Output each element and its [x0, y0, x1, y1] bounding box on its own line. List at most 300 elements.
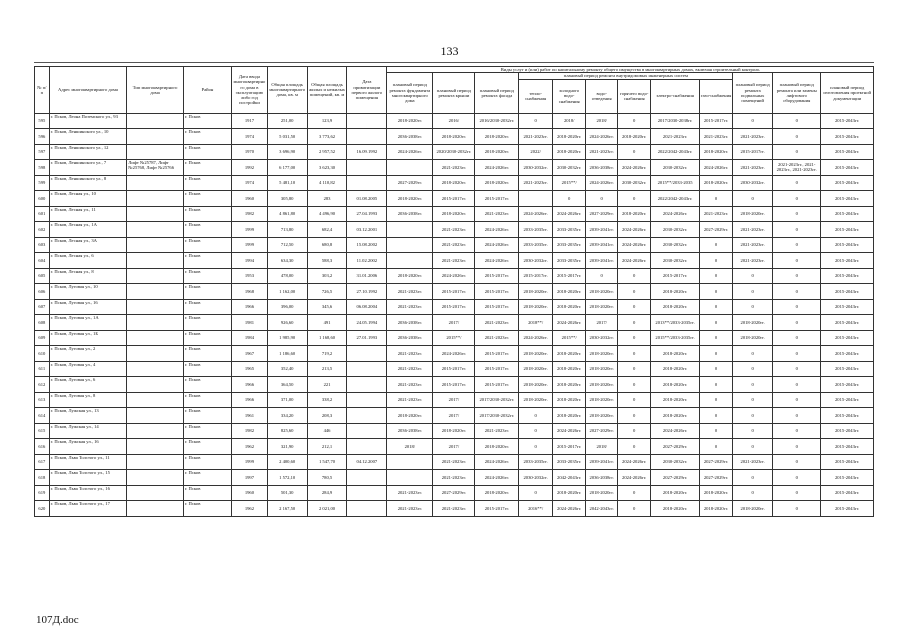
privatization-date-cell: 24.05.1994 — [347, 315, 387, 331]
row-number-cell: 599 — [35, 175, 50, 191]
living-area-cell: 2 957,52 — [307, 144, 347, 160]
roof-period-cell: 2021-2023гг. — [433, 222, 475, 238]
house-type-cell — [127, 485, 184, 501]
elevator-period-cell: 0 — [773, 113, 821, 129]
row-number-cell: 598 — [35, 160, 50, 176]
hot-water-period-cell: 0 — [617, 330, 651, 346]
roof-period-cell: 2020/2030-2032гг. — [433, 144, 475, 160]
district-cell: г. Псков — [183, 206, 231, 222]
elevator-period-cell: 0 — [773, 253, 821, 269]
house-type-cell — [127, 253, 184, 269]
gas-period-cell: 0 — [699, 361, 733, 377]
house-type-cell — [127, 299, 184, 315]
address-cell: г. Псков, Леона Поземского ул., 93 — [49, 113, 127, 129]
address-cell: г. Псков, Луговая ул., 1А — [49, 315, 127, 331]
table-row — [35, 361, 874, 377]
roof-period-cell: 2024-2026гг. — [433, 268, 475, 284]
electric-period-cell: 2018-2020гг. — [651, 408, 699, 424]
project-period-cell: 2015-2043гг. — [821, 253, 874, 269]
district-cell: г. Псков — [183, 315, 231, 331]
roof-period-cell: 2015-2017гг. — [433, 377, 475, 393]
electric-period-cell: 2027-2029гг. — [651, 439, 699, 455]
project-period-cell: 2015-2043гг. — [821, 222, 874, 238]
year-built-cell: 1966 — [232, 377, 268, 393]
sewer-period-cell: 0 — [586, 268, 617, 284]
roof-period-cell: 2021-2023гг. — [433, 237, 475, 253]
electric-period-cell: 2018-2020гг. — [651, 501, 699, 517]
basement-period-cell: 2015-2017гг. — [733, 144, 773, 160]
elevator-period-cell: 0 — [773, 268, 821, 284]
heating-period-cell: 2022/ — [519, 144, 553, 160]
basement-period-cell: 2021-2023гг. — [733, 222, 773, 238]
electric-period-cell: 2030-2032гг. — [651, 160, 699, 176]
project-period-cell: 2015-2043гг. — [821, 377, 874, 393]
house-type-cell — [127, 129, 184, 145]
roof-period-cell: 2024-2026гг. — [433, 346, 475, 362]
elevator-period-cell: 0 — [773, 284, 821, 300]
project-period-cell: 2015-2043гг. — [821, 268, 874, 284]
foundation-period-cell: 2018-2020гг. — [387, 191, 433, 207]
house-type-cell — [127, 284, 184, 300]
cold-water-period-cell: 2024-2026гг. — [552, 206, 586, 222]
elevator-period-cell: 0 — [773, 315, 821, 331]
gas-period-cell: 2018-2020гг. — [699, 175, 733, 191]
basement-period-cell: 0 — [733, 377, 773, 393]
table-row — [35, 330, 874, 346]
elevator-period-cell: 0 — [773, 222, 821, 238]
basement-period-cell: 0 — [733, 346, 773, 362]
house-type-cell — [127, 423, 184, 439]
total-area-cell: 371,00 — [267, 392, 307, 408]
table-row — [35, 315, 874, 331]
district-cell: г. Псков — [183, 346, 231, 362]
heating-period-cell: 2033-2035гг. — [519, 222, 553, 238]
district-cell: г. Псков — [183, 222, 231, 238]
elevator-period-cell: 0 — [773, 346, 821, 362]
sewer-period-cell: 2018-2020гг. — [586, 392, 617, 408]
facade-period-cell: 2015-2017гг. — [475, 268, 519, 284]
roof-period-cell: 2018-2020гг. — [433, 129, 475, 145]
privatization-date-cell — [347, 392, 387, 408]
privatization-date-cell: 27.01.1993 — [347, 330, 387, 346]
year-built-cell: 1974 — [232, 129, 268, 145]
privatization-date-cell — [347, 113, 387, 129]
col-total-area-header: Общая площадь многоквартирного дома, кв. м — [267, 67, 307, 114]
hot-water-period-cell: 0 — [617, 268, 651, 284]
foundation-period-cell — [387, 222, 433, 238]
district-cell: г. Псков — [183, 377, 231, 393]
basement-period-cell: 0 — [733, 423, 773, 439]
district-cell: г. Псков — [183, 454, 231, 470]
living-area-cell: 283 — [307, 191, 347, 207]
table-row — [35, 377, 874, 393]
privatization-date-cell — [347, 408, 387, 424]
privatization-date-cell — [347, 423, 387, 439]
project-period-cell: 2015-2043гг. — [821, 346, 874, 362]
sewer-period-cell: 2027-2029гг. — [586, 206, 617, 222]
col-facade-header: плановый период ремонта фасада — [475, 73, 519, 113]
living-area-cell: 491 — [307, 315, 347, 331]
elevator-period-cell: 0 — [773, 377, 821, 393]
hot-water-period-cell: 0 — [617, 361, 651, 377]
privatization-date-cell — [347, 129, 387, 145]
address-cell: г. Псков, Луговая ул., 10 — [49, 284, 127, 300]
hot-water-period-cell: 2024-2026гг. — [617, 222, 651, 238]
facade-period-cell: 2017/2030-2032гг. — [475, 408, 519, 424]
heating-period-cell: 2018-2020гг. — [519, 346, 553, 362]
electric-period-cell: 2024-2026гг. — [651, 206, 699, 222]
foundation-period-cell — [387, 470, 433, 486]
house-type-cell — [127, 222, 184, 238]
roof-period-cell: 2017/ — [433, 408, 475, 424]
address-cell: г. Псков, Луговая ул., 6 — [49, 377, 127, 393]
gas-period-cell: 0 — [699, 268, 733, 284]
facade-period-cell: 2017/2030-2032гг. — [475, 392, 519, 408]
privatization-date-cell: 27.10.1992 — [347, 284, 387, 300]
district-cell: г. Псков — [183, 284, 231, 300]
gas-period-cell: 0 — [699, 408, 733, 424]
year-built-cell: 1999 — [232, 454, 268, 470]
foundation-period-cell: 2036-2038гг. — [387, 330, 433, 346]
privatization-date-cell: 15.08.2002 — [347, 237, 387, 253]
cold-water-period-cell: 2018-2020гг. — [552, 284, 586, 300]
privatization-date-cell: 04.12.2007 — [347, 454, 387, 470]
address-cell: г. Псков, Леншинского ул., 12 — [49, 144, 127, 160]
facade-period-cell: 2015-2017гг. — [475, 501, 519, 517]
house-type-cell — [127, 206, 184, 222]
total-area-cell: 634,30 — [267, 253, 307, 269]
foundation-period-cell: 2024-2026гг. — [387, 144, 433, 160]
total-area-cell: 251,00 — [267, 113, 307, 129]
roof-period-cell: 2017/ — [433, 315, 475, 331]
privatization-date-cell: 31.01.2006 — [347, 268, 387, 284]
district-cell: г. Псков — [183, 361, 231, 377]
electric-period-cell: 2018-2020гг. — [651, 346, 699, 362]
foundation-period-cell: 2036-2038гг. — [387, 423, 433, 439]
gas-period-cell: 2021-2023гг. — [699, 206, 733, 222]
address-cell: г. Псков, Лесная ул., 3А — [49, 237, 127, 253]
house-type-cell — [127, 330, 184, 346]
project-period-cell: 2015-2043гг. — [821, 485, 874, 501]
district-cell: г. Псков — [183, 470, 231, 486]
hot-water-period-cell: 0 — [617, 377, 651, 393]
project-period-cell: 2015-2043гг. — [821, 175, 874, 191]
year-built-cell: 1953 — [232, 268, 268, 284]
heating-period-cell: 0 — [519, 113, 553, 129]
col-heat-header: тепло-снабжения — [519, 79, 553, 113]
living-area-cell: 221 — [307, 377, 347, 393]
elevator-period-cell: 0 — [773, 485, 821, 501]
hot-water-period-cell: 2024-2026гг. — [617, 160, 651, 176]
district-cell: г. Псков — [183, 237, 231, 253]
basement-period-cell: 0 — [733, 361, 773, 377]
house-type-cell — [127, 439, 184, 455]
hot-water-period-cell: 0 — [617, 144, 651, 160]
table-row — [35, 237, 874, 253]
address-cell: г. Псков, Лесная ул., 6 — [49, 253, 127, 269]
sewer-period-cell: 2039-2041гг. — [586, 222, 617, 238]
district-cell: г. Псков — [183, 408, 231, 424]
hot-water-period-cell: 0 — [617, 408, 651, 424]
heating-period-cell: 0 — [519, 423, 553, 439]
year-built-cell: 1970 — [232, 144, 268, 160]
col-house-type-header: Тип многоквартирного дома — [127, 67, 184, 114]
gas-period-cell: 2018-2020гг. — [699, 485, 733, 501]
heating-period-cell: 2024-2026гг. — [519, 330, 553, 346]
foundation-period-cell — [387, 454, 433, 470]
year-built-cell: 1965 — [232, 361, 268, 377]
total-area-cell: 1 572,10 — [267, 470, 307, 486]
row-number-cell: 619 — [35, 485, 50, 501]
year-built-cell: 1992 — [232, 160, 268, 176]
electric-period-cell: 2027-2029гг. — [651, 470, 699, 486]
living-area-cell: 303,2 — [307, 268, 347, 284]
project-period-cell: 2015-2043гг. — [821, 501, 874, 517]
total-area-cell: 364,50 — [267, 377, 307, 393]
hot-water-period-cell: 0 — [617, 315, 651, 331]
facade-period-cell: 2018-2020гг. — [475, 439, 519, 455]
year-built-cell: 1967 — [232, 346, 268, 362]
heating-period-cell: 2015-2017гг. — [519, 268, 553, 284]
roof-period-cell: 2018-2020гг. — [433, 175, 475, 191]
table-row — [35, 113, 874, 129]
elevator-period-cell: 0 — [773, 470, 821, 486]
foundation-period-cell — [387, 253, 433, 269]
electric-period-cell: 2030-2032гг. — [651, 454, 699, 470]
sewer-period-cell: 2024-2026гг. — [586, 129, 617, 145]
electric-period-cell: 2030-2032гг. — [651, 237, 699, 253]
project-period-cell: 2015-2043гг. — [821, 129, 874, 145]
gas-period-cell: 2015-2017гг. — [699, 113, 733, 129]
cold-water-period-cell: 2033-2035гг. — [552, 237, 586, 253]
row-number-cell: 606 — [35, 284, 50, 300]
gas-period-cell: 0 — [699, 377, 733, 393]
cold-water-period-cell: 2018-2020гг. — [552, 129, 586, 145]
table-row — [35, 392, 874, 408]
row-number-cell: 595 — [35, 113, 50, 129]
elevator-period-cell: 2021-2023гг., 2021-2023гг., 2021-2023гг. — [773, 160, 821, 176]
cold-water-period-cell: 2024-2026гг. — [552, 315, 586, 331]
foundation-period-cell: 2021-2023гг. — [387, 377, 433, 393]
district-cell: г. Псков — [183, 129, 231, 145]
electric-period-cell: 2018-2020гг. — [651, 284, 699, 300]
sewer-period-cell: 2018-2020гг. — [586, 346, 617, 362]
facade-period-cell: 2021-2023гг. — [475, 423, 519, 439]
address-cell: г. Псков, Луговая ул., 2 — [49, 346, 127, 362]
hot-water-period-cell: 2024-2026гг. — [617, 470, 651, 486]
facade-period-cell: 2016/2030-2032гг. — [475, 113, 519, 129]
living-area-cell: 123,9 — [307, 113, 347, 129]
district-cell: г. Псков — [183, 268, 231, 284]
foundation-period-cell: 2021-2023гг. — [387, 485, 433, 501]
cold-water-period-cell: 2018-2020гг. — [552, 361, 586, 377]
table-row — [35, 129, 874, 145]
total-area-cell: 713,80 — [267, 222, 307, 238]
basement-period-cell: 0 — [733, 408, 773, 424]
col-roof-header: плановый период ремонта крыши — [433, 73, 475, 113]
sewer-period-cell: 2042-2043гг. — [586, 501, 617, 517]
row-number-cell: 600 — [35, 191, 50, 207]
col-elevator-header: плановый период ремонта или замены лифтового оборудования — [773, 73, 821, 113]
facade-period-cell: 2024-2026гг. — [475, 470, 519, 486]
gas-period-cell: 0 — [699, 439, 733, 455]
hot-water-period-cell: 2018-2020гг. — [617, 129, 651, 145]
gas-period-cell: 0 — [699, 315, 733, 331]
gas-period-cell: 2024-2026гг. — [699, 160, 733, 176]
address-cell: г. Псков, Леншинского ул., 10 — [49, 129, 127, 145]
living-area-cell: 213,5 — [307, 361, 347, 377]
file-name-footer: 107Д.doc — [36, 614, 79, 626]
electric-period-cell: 2017/2030-2038гг. — [651, 113, 699, 129]
sewer-period-cell: 2018/ — [586, 113, 617, 129]
row-number-cell: 603 — [35, 237, 50, 253]
electric-period-cell: 2022/2042-2043гг. — [651, 191, 699, 207]
basement-period-cell: 2021-2023гг. — [733, 160, 773, 176]
address-cell: г. Псков, Луговая ул., 4 — [49, 361, 127, 377]
cold-water-period-cell: 2018-2020гг. — [552, 346, 586, 362]
facade-period-cell: 2024-2026гг. — [475, 222, 519, 238]
address-cell: г. Псков, Леншинского ул., 7 — [49, 160, 127, 176]
total-area-cell: 1 186,60 — [267, 346, 307, 362]
heating-period-cell: 0 — [519, 439, 553, 455]
living-area-cell: 4 496,90 — [307, 206, 347, 222]
house-type-cell — [127, 346, 184, 362]
col-gas-header: газо-снабжения — [699, 79, 733, 113]
basement-period-cell: 2021-2023гг. — [733, 237, 773, 253]
project-period-cell: 2015-2043гг. — [821, 206, 874, 222]
col-electric-header: электро-снабжения — [651, 79, 699, 113]
table-row — [35, 206, 874, 222]
cold-water-period-cell: 2018-2020гг. — [552, 144, 586, 160]
cold-water-period-cell: 2033-2035гг. — [552, 253, 586, 269]
basement-period-cell: 2018-2020гг. — [733, 501, 773, 517]
year-built-cell: 1999 — [232, 222, 268, 238]
hot-water-period-cell: 0 — [617, 423, 651, 439]
heating-period-cell: 2021-2023гг. — [519, 129, 553, 145]
foundation-period-cell: 2027-2029гг. — [387, 175, 433, 191]
project-period-cell: 2015-2043гг. — [821, 408, 874, 424]
facade-period-cell: 2018-2020гг. — [475, 485, 519, 501]
privatization-date-cell: 03.12.2001 — [347, 222, 387, 238]
district-cell: г. Псков — [183, 299, 231, 315]
total-area-cell: 334,20 — [267, 408, 307, 424]
gas-period-cell: 0 — [699, 299, 733, 315]
total-area-cell: 2 400,60 — [267, 454, 307, 470]
elevator-period-cell: 0 — [773, 129, 821, 145]
roof-period-cell: 2015**/ — [433, 330, 475, 346]
heating-period-cell: 2030-2032гг. — [519, 470, 553, 486]
table-row — [35, 268, 874, 284]
project-period-cell: 2015-2043гг. — [821, 439, 874, 455]
year-built-cell: 1917 — [232, 113, 268, 129]
sewer-period-cell: 2036-2038гг. — [586, 470, 617, 486]
elevator-period-cell: 0 — [773, 501, 821, 517]
privatization-date-cell — [347, 485, 387, 501]
heating-period-cell: 2033-2035гг. — [519, 454, 553, 470]
basement-period-cell: 0 — [733, 392, 773, 408]
basement-period-cell: 0 — [733, 268, 773, 284]
col-basement-header: плановый период ремонта подвальных помещений — [733, 73, 773, 113]
row-number-cell: 607 — [35, 299, 50, 315]
electric-period-cell: 2018-2020гг. — [651, 299, 699, 315]
basement-period-cell: 2018-2020гг. — [733, 315, 773, 331]
elevator-period-cell: 0 — [773, 144, 821, 160]
cold-water-period-cell: 2018/ — [552, 113, 586, 129]
heating-period-cell: 2016**/ — [519, 501, 553, 517]
hot-water-period-cell: 0 — [617, 346, 651, 362]
elevator-period-cell: 0 — [773, 439, 821, 455]
facade-period-cell: 2018-2020гг. — [475, 144, 519, 160]
house-type-cell — [127, 237, 184, 253]
project-period-cell: 2015-2043гг. — [821, 361, 874, 377]
sewer-period-cell: 2018-2020гг. — [586, 361, 617, 377]
cold-water-period-cell: 0 — [552, 191, 586, 207]
facade-period-cell: 2024-2026гг. — [475, 253, 519, 269]
roof-period-cell: 2015-2017гг. — [433, 191, 475, 207]
col-address-header: Адрес многоквартирного дома — [49, 67, 127, 114]
house-type-cell — [127, 268, 184, 284]
total-area-cell: 1 985,90 — [267, 330, 307, 346]
district-cell: г. Псков — [183, 191, 231, 207]
col-num-header: № п/п — [35, 67, 50, 114]
elevator-period-cell: 0 — [773, 454, 821, 470]
row-number-cell: 609 — [35, 330, 50, 346]
foundation-period-cell: 2018-2020гг. — [387, 113, 433, 129]
elevator-period-cell: 0 — [773, 361, 821, 377]
row-number-cell: 612 — [35, 377, 50, 393]
roof-period-cell: 2015-2017гг. — [433, 361, 475, 377]
elevator-period-cell: 0 — [773, 206, 821, 222]
sewer-period-cell: 2017/ — [586, 315, 617, 331]
elevator-period-cell: 0 — [773, 237, 821, 253]
sewer-period-cell: 2024-2026гг. — [586, 175, 617, 191]
living-area-cell: 284,9 — [307, 485, 347, 501]
electric-period-cell: 2018-2020гг. — [651, 485, 699, 501]
cold-water-period-cell: 2018-2020гг. — [552, 485, 586, 501]
cold-water-period-cell: 2024-2026гг. — [552, 501, 586, 517]
elevator-period-cell: 0 — [773, 175, 821, 191]
table-row — [35, 423, 874, 439]
project-period-cell: 2015-2043гг. — [821, 330, 874, 346]
total-area-cell: 825,60 — [267, 423, 307, 439]
year-built-cell: 1961 — [232, 408, 268, 424]
gas-period-cell: 0 — [699, 237, 733, 253]
year-built-cell: 1984 — [232, 330, 268, 346]
address-cell: г. Псков, Луговая ул., 16 — [49, 299, 127, 315]
heating-period-cell: 2018**/ — [519, 315, 553, 331]
total-area-cell: 712,50 — [267, 237, 307, 253]
roof-period-cell: 2018-2020гг. — [433, 423, 475, 439]
privatization-date-cell — [347, 377, 387, 393]
elevator-period-cell: 0 — [773, 392, 821, 408]
hot-water-period-cell: 2024-2026гг. — [617, 237, 651, 253]
row-number-cell: 601 — [35, 206, 50, 222]
district-cell: г. Псков — [183, 501, 231, 517]
row-number-cell: 613 — [35, 392, 50, 408]
col-privatization-header: Дата приватизации первого жилого помещения — [347, 67, 387, 114]
roof-period-cell: 2027-2029гг. — [433, 485, 475, 501]
col-fund-header: плановый период ремонта фундамента многоквартирного дома — [387, 73, 433, 113]
living-area-cell: 719,2 — [307, 346, 347, 362]
cold-water-period-cell: 2015-2017гг. — [552, 268, 586, 284]
district-cell: г. Псков — [183, 113, 231, 129]
total-area-cell: 396,00 — [267, 299, 307, 315]
sewer-period-cell: 2018-2020гг. — [586, 408, 617, 424]
project-period-cell: 2015-2043гг. — [821, 470, 874, 486]
privatization-date-cell — [347, 439, 387, 455]
col-hot-water-header: горячего водо-снабжения — [617, 79, 651, 113]
gas-period-cell: 0 — [699, 392, 733, 408]
